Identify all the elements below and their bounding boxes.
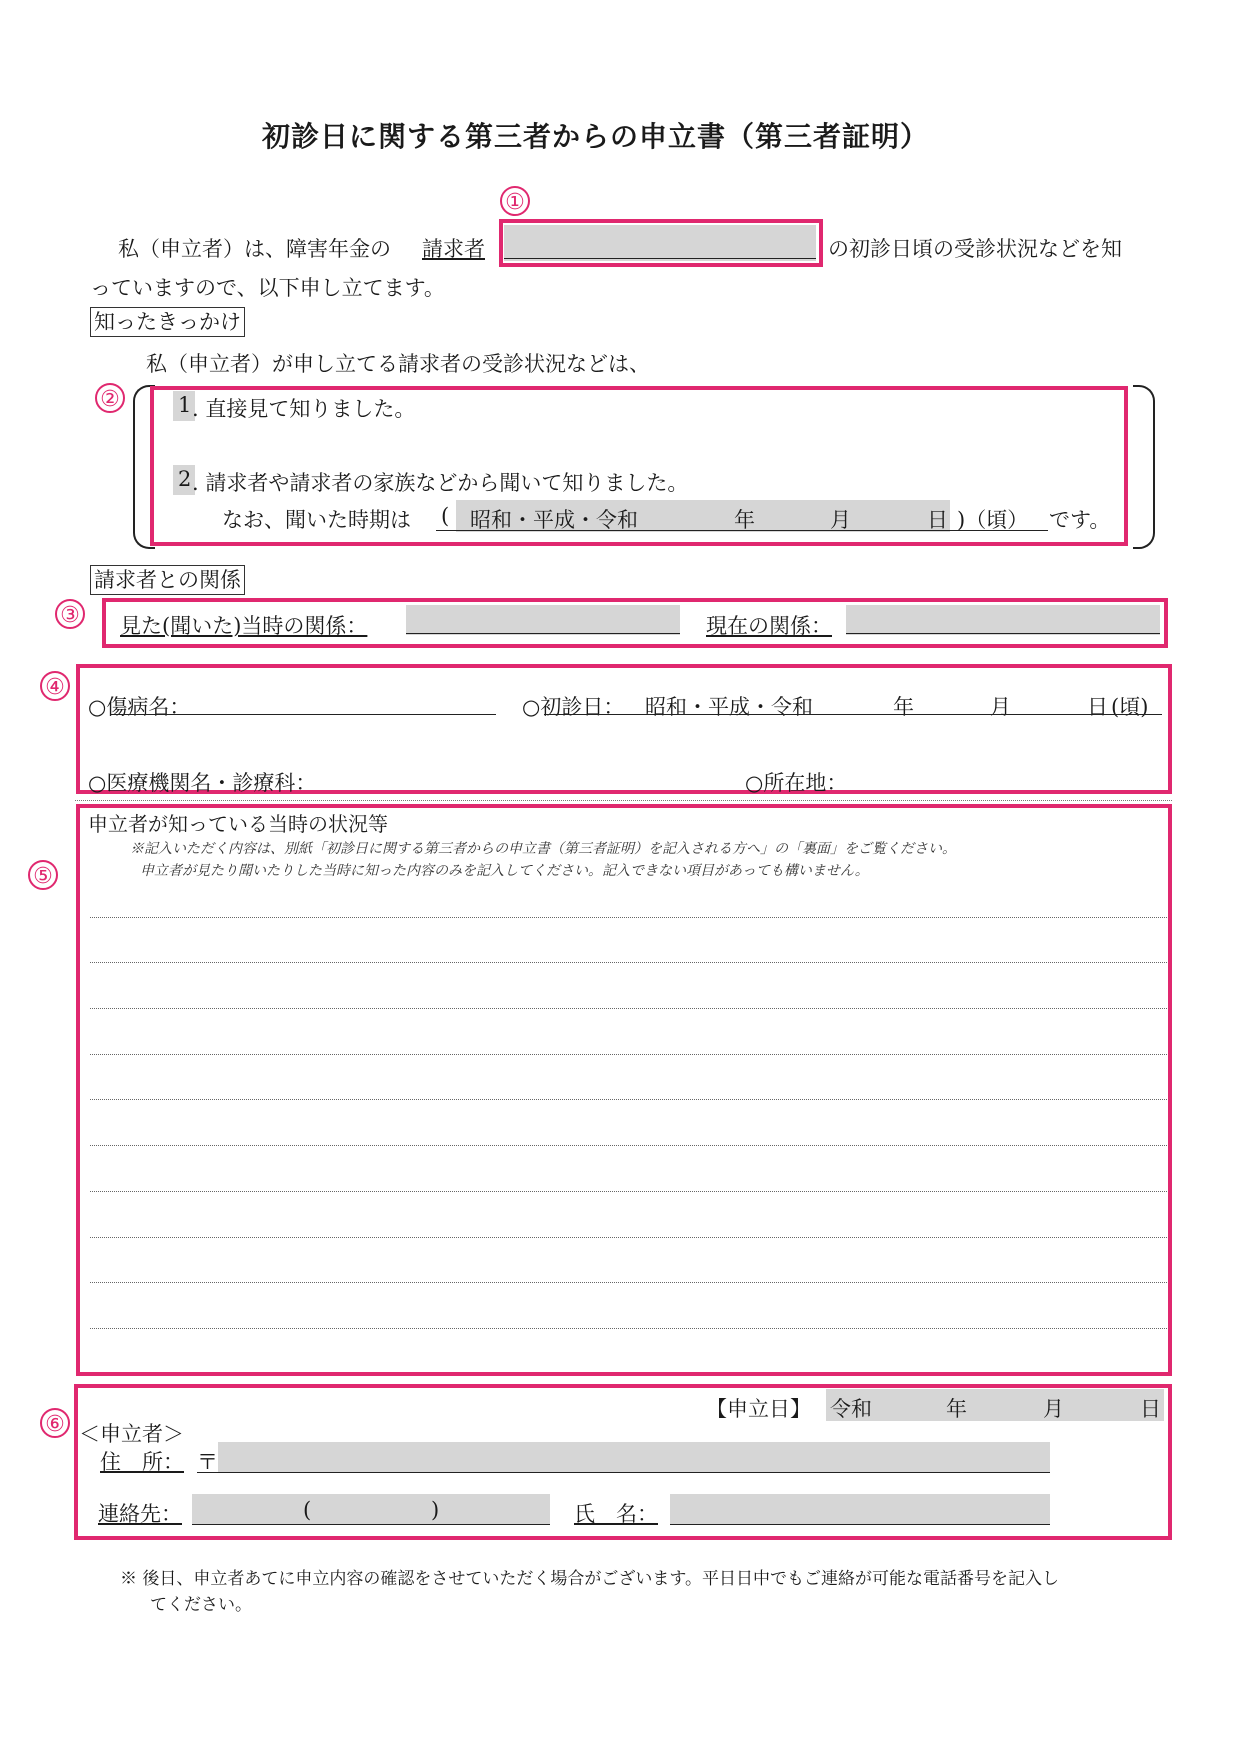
apply-date-month: 月 bbox=[1043, 1397, 1064, 1421]
address-label: ○所在地： bbox=[745, 771, 848, 795]
firstvisit-label: ○初診日： bbox=[522, 695, 625, 719]
heard-when-month: 月 bbox=[830, 508, 851, 532]
section-label-relation: 請求者との関係 bbox=[90, 565, 245, 595]
applicant-name-underline bbox=[670, 1524, 1050, 1525]
firstvisit-approx: (頃) bbox=[1111, 695, 1149, 719]
intro-text-a: 私（申立者）は、障害年金の bbox=[118, 237, 391, 261]
writing-line[interactable] bbox=[90, 1054, 1167, 1055]
option1-text: . 直接見て知りました。 bbox=[192, 397, 416, 421]
hospital-label: ○医療機関名・診療科： bbox=[88, 771, 317, 795]
page-title: 初診日に関する第三者からの申立書（第三者証明） bbox=[262, 120, 930, 153]
firstvisit-underline bbox=[544, 714, 1162, 715]
heard-when-day: 日 bbox=[927, 508, 948, 532]
marker-2: ② bbox=[95, 383, 125, 413]
marker-5: ⑤ bbox=[28, 860, 58, 890]
writing-line[interactable] bbox=[90, 1237, 1167, 1238]
relation-then-underline bbox=[406, 633, 680, 634]
intro-claimant-label: 請求者 bbox=[422, 237, 485, 261]
applicant-name-field[interactable] bbox=[670, 1494, 1050, 1524]
section-separator bbox=[75, 800, 1172, 801]
heard-when-year: 年 bbox=[734, 508, 755, 532]
postal-mark: 〒 bbox=[197, 1450, 218, 1474]
contact-paren-close: ) bbox=[431, 1498, 440, 1522]
firstvisit-month: 月 bbox=[990, 695, 1011, 719]
situation-note-1: ※記入いただく内容は、別紙「初診日に関する第三者からの申立書（第三者証明）を記入される方へ」の「裏面」をご覧ください。 bbox=[130, 841, 956, 857]
claimant-name-underline bbox=[504, 258, 816, 259]
option2-number: 2 bbox=[178, 467, 192, 491]
kikkake-lead-text: 私（申立者）が申し立てる請求者の受診状況などは、 bbox=[146, 352, 650, 376]
situation-highlight bbox=[76, 804, 1172, 1376]
applicant-address-label: 住 所： bbox=[100, 1450, 184, 1474]
heard-when-end: です。 bbox=[1049, 508, 1111, 532]
marker-3: ③ bbox=[55, 599, 85, 629]
apply-date-era: 令和 bbox=[830, 1397, 872, 1421]
writing-line[interactable] bbox=[90, 917, 1167, 918]
firstvisit-year: 年 bbox=[893, 695, 914, 719]
situation-heading: 申立者が知っている当時の状況等 bbox=[88, 812, 388, 836]
apply-date-day: 日 bbox=[1140, 1397, 1161, 1421]
option2-text: . 請求者や請求者の家族などから聞いて知りました。 bbox=[192, 471, 689, 495]
claimant-name-field[interactable] bbox=[504, 225, 816, 261]
firstvisit-day: 日 bbox=[1087, 695, 1108, 719]
applicant-address-field[interactable] bbox=[218, 1442, 1050, 1472]
relation-now-label: 現在の関係： bbox=[706, 614, 832, 638]
contact-underline bbox=[192, 1524, 550, 1525]
writing-line[interactable] bbox=[90, 1282, 1167, 1283]
footnote-line-2: てください。 bbox=[150, 1595, 252, 1615]
heard-when-label: なお、聞いた時期は bbox=[222, 508, 411, 532]
relation-then-field[interactable] bbox=[406, 605, 680, 635]
writing-line[interactable] bbox=[90, 1008, 1167, 1009]
apply-date-field[interactable] bbox=[826, 1389, 1164, 1421]
option1-number: 1 bbox=[178, 393, 192, 417]
situation-note-2: 申立者が見たり聞いたりした当時に知った内容のみを記入してください。記入できない項目があっても構いません。 bbox=[140, 863, 869, 879]
heard-when-paren-open: ( bbox=[441, 504, 450, 528]
marker-4: ④ bbox=[40, 671, 70, 701]
heard-when-era: 昭和・平成・令和 bbox=[470, 508, 638, 532]
contact-label: 連絡先： bbox=[98, 1502, 182, 1526]
firstvisit-era: 昭和・平成・令和 bbox=[645, 695, 813, 719]
contact-field[interactable] bbox=[192, 1494, 550, 1524]
section-label-kikkake: 知ったきっかけ bbox=[90, 307, 245, 337]
footnote-line-1: ※ 後日、申立者あてに申立内容の確認をさせていただく場合がございます。平日日中でもご連絡が可能な電話番号を記入し bbox=[120, 1569, 1060, 1589]
contact-paren-open: ( bbox=[303, 1498, 312, 1522]
heard-when-paren-close: )（頃） bbox=[957, 508, 1029, 532]
applicant-heading: ＜申立者＞ bbox=[79, 1422, 184, 1446]
relation-now-underline bbox=[846, 633, 1160, 634]
applicant-name-label: 氏 名： bbox=[574, 1502, 658, 1526]
disease-label: ○傷病名： bbox=[88, 695, 191, 719]
writing-line[interactable] bbox=[90, 962, 1167, 963]
apply-date-label: 【申立日】 bbox=[706, 1397, 811, 1421]
intro-text-c: の初診日頃の受診状況などを知 bbox=[828, 237, 1122, 261]
apply-date-year: 年 bbox=[946, 1397, 967, 1421]
writing-line[interactable] bbox=[90, 1099, 1167, 1100]
intro-text-line2: っていますので、以下申し立てます。 bbox=[90, 276, 445, 300]
relation-now-field[interactable] bbox=[846, 605, 1160, 635]
marker-1: ① bbox=[500, 186, 530, 216]
right-brace bbox=[1133, 385, 1155, 549]
writing-line[interactable] bbox=[90, 1145, 1167, 1146]
relation-then-label: 見た(聞いた)当時の関係： bbox=[120, 614, 368, 638]
writing-line[interactable] bbox=[90, 1191, 1167, 1192]
applicant-address-underline bbox=[197, 1472, 1050, 1473]
marker-6: ⑥ bbox=[40, 1408, 70, 1438]
disease-underline bbox=[110, 714, 496, 715]
writing-line[interactable] bbox=[90, 1328, 1167, 1329]
